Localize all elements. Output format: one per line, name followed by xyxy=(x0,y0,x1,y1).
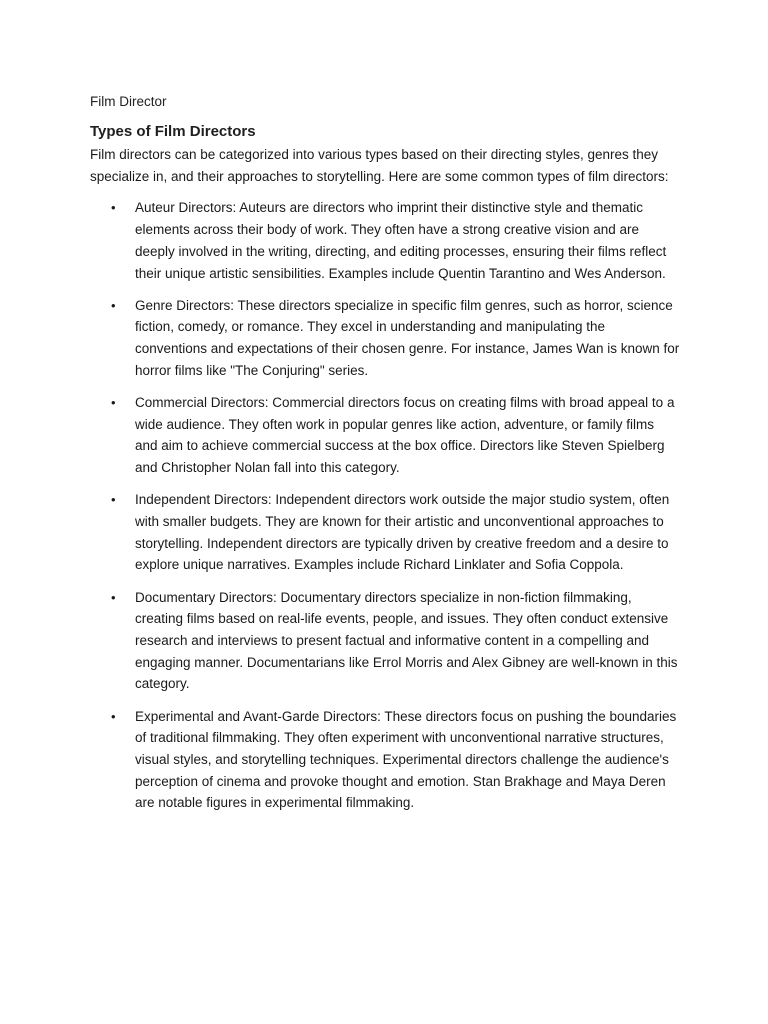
list-item-text: Genre Directors: These directors specialize in specific film genres, such as horror, science fiction, comedy, or romance. They excel in understanding and manipulating the conventions and expectations of their chosen genre. For instance, James Wan is known for horror films like "The Conjuring" series. xyxy=(135,297,680,378)
list-item-text: Documentary Directors: Documentary directors specialize in non-fiction filmmaking, creating films based on real-life events, people, and issues. They often conduct extensive research and interviews to present factual and informative content in a compelling and engaging manner. Documentarians like Errol Morris and Alex Gibney are well-known in this category. xyxy=(135,589,678,692)
bullet-icon: • xyxy=(111,200,116,216)
bullet-icon: • xyxy=(111,492,116,508)
bullet-icon: • xyxy=(111,395,116,411)
list-item-text: Independent Directors: Independent directors work outside the major studio system, often with smaller budgets. They are known for their artistic and unconventional approaches to storytelling. Independent directors are typically driven by creative freedom and a desire to explore unique narratives. Examples include Richard Linklater and Sofia Coppola. xyxy=(135,492,670,573)
bullet-icon: • xyxy=(111,708,116,724)
list-item-genre xyxy=(90,295,680,382)
list-item-text: Experimental and Avant-Garde Directors: These directors focus on pushing the boundaries of traditional filmmaking. They often experiment with unconventional narrative structures, visual styles, and storytelling techniques. Experimental directors challenge the audience's perception of cinema and provoke thought and emotion. Stan Brakhage and Maya Deren are notable figures in experimental filmmaking. xyxy=(135,708,677,811)
list-item-text: Auteur Directors: Auteurs are directors who imprint their distinctive style and thematic elements across their body of work. They often have a strong creative vision and are deeply involved in the writing, directing, and editing processes, ensuring their films reflect their unique artistic sensibilities. Examples include Quentin Tarantino and Wes Anderson. xyxy=(135,200,667,281)
section-heading: Types of Film Directors xyxy=(90,123,256,140)
list-item-experimental xyxy=(90,706,680,815)
director-types-list xyxy=(90,197,690,814)
list-item-documentary xyxy=(90,587,680,696)
document-body xyxy=(90,92,690,825)
list-item-text: Commercial Directors: Commercial directors focus on creating films with broad appeal to a wide audience. They often work in popular genres like action, adventure, or family films and aim to achieve commercial success at the box office. Directors like Steven Spielberg and Christopher Nolan fall into this category. xyxy=(135,395,675,476)
list-item-commercial xyxy=(90,392,680,479)
bullet-icon: • xyxy=(111,589,116,605)
intro-paragraph: Film directors can be categorized into various types based on their directing styles, genres they specialize in, and their approaches to storytelling. Here are some common types of film directors: xyxy=(90,147,669,184)
bullet-icon: • xyxy=(111,297,116,313)
list-item-auteur xyxy=(90,197,680,284)
list-item-independent xyxy=(90,489,680,576)
document-title: Film Director xyxy=(90,94,167,109)
